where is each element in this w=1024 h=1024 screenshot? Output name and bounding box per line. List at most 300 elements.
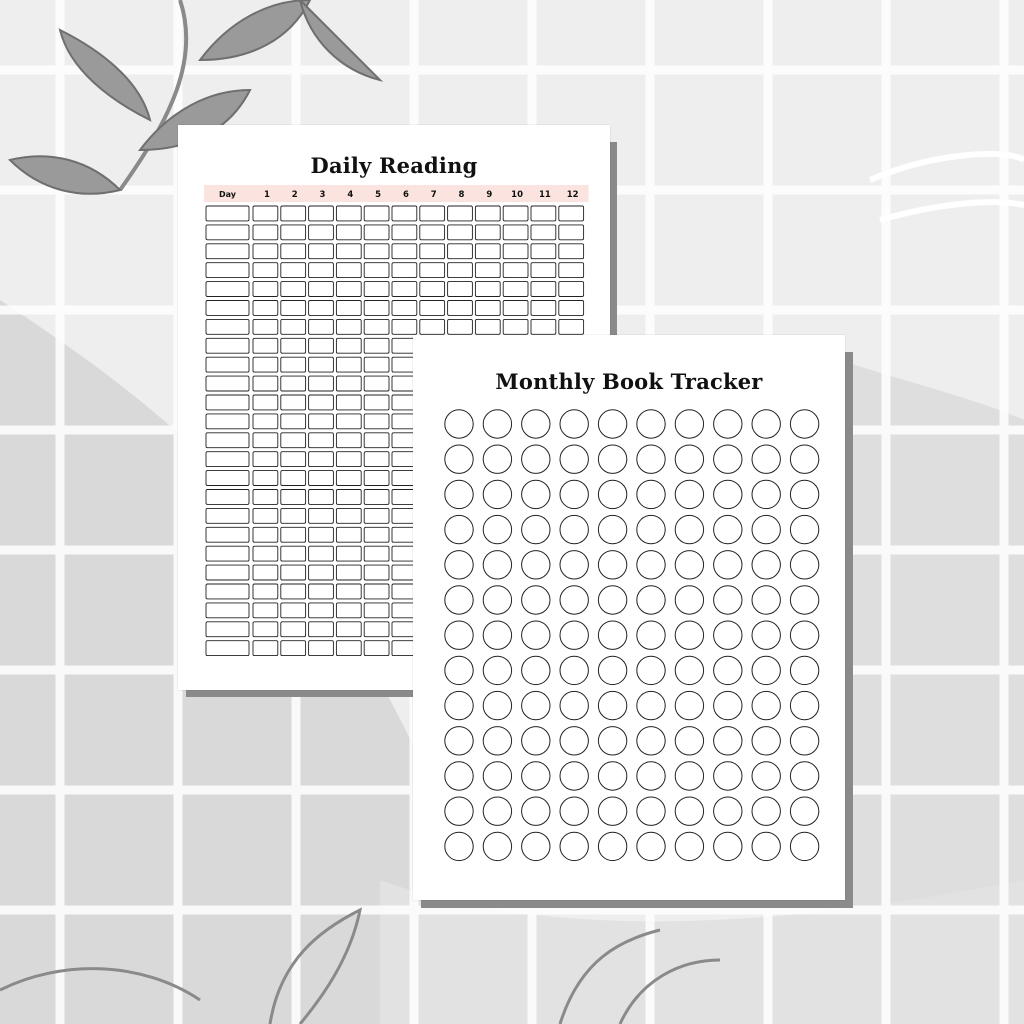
daily-hour-cell[interactable] — [531, 319, 556, 334]
daily-hour-cell[interactable] — [309, 546, 334, 561]
book-tracker-circle[interactable] — [752, 656, 780, 684]
book-tracker-circle[interactable] — [560, 656, 588, 684]
daily-hour-cell[interactable] — [475, 263, 500, 278]
book-tracker-circle[interactable] — [522, 762, 550, 790]
daily-hour-cell[interactable] — [281, 452, 306, 467]
daily-day-cell[interactable] — [206, 319, 249, 334]
book-tracker-circle[interactable] — [752, 727, 780, 755]
daily-hour-cell[interactable] — [253, 546, 278, 561]
book-tracker-circle[interactable] — [445, 515, 473, 543]
daily-hour-cell[interactable] — [364, 263, 389, 278]
book-tracker-circle[interactable] — [445, 586, 473, 614]
daily-hour-cell[interactable] — [503, 301, 528, 316]
daily-hour-cell[interactable] — [253, 527, 278, 542]
daily-hour-cell[interactable] — [336, 376, 361, 391]
daily-day-cell[interactable] — [206, 565, 249, 580]
daily-hour-cell[interactable] — [281, 301, 306, 316]
book-tracker-circle[interactable] — [445, 797, 473, 825]
daily-hour-cell[interactable] — [253, 414, 278, 429]
daily-hour-cell[interactable] — [309, 490, 334, 505]
daily-day-cell[interactable] — [206, 376, 249, 391]
book-tracker-circle[interactable] — [522, 656, 550, 684]
book-tracker-circle[interactable] — [598, 586, 626, 614]
daily-hour-cell[interactable] — [392, 301, 417, 316]
daily-hour-cell[interactable] — [336, 414, 361, 429]
daily-hour-cell[interactable] — [309, 338, 334, 353]
book-tracker-circle[interactable] — [445, 480, 473, 508]
daily-hour-cell[interactable] — [309, 584, 334, 599]
daily-hour-cell[interactable] — [448, 301, 473, 316]
daily-hour-cell[interactable] — [309, 206, 334, 221]
daily-hour-cell[interactable] — [309, 263, 334, 278]
daily-hour-cell[interactable] — [281, 603, 306, 618]
book-tracker-circle[interactable] — [445, 621, 473, 649]
book-tracker-circle[interactable] — [675, 727, 703, 755]
book-tracker-circle[interactable] — [445, 691, 473, 719]
book-tracker-circle[interactable] — [675, 832, 703, 860]
daily-hour-cell[interactable] — [336, 641, 361, 656]
daily-hour-cell[interactable] — [253, 565, 278, 580]
daily-hour-cell[interactable] — [281, 546, 306, 561]
daily-hour-cell[interactable] — [281, 641, 306, 656]
daily-hour-cell[interactable] — [253, 263, 278, 278]
daily-hour-cell[interactable] — [559, 263, 584, 278]
daily-hour-cell[interactable] — [559, 244, 584, 259]
book-tracker-circle[interactable] — [445, 762, 473, 790]
daily-hour-cell[interactable] — [309, 508, 334, 523]
daily-day-cell[interactable] — [206, 206, 249, 221]
book-tracker-circle[interactable] — [675, 797, 703, 825]
book-tracker-circle[interactable] — [522, 727, 550, 755]
daily-hour-cell[interactable] — [253, 584, 278, 599]
book-tracker-circle[interactable] — [637, 797, 665, 825]
book-tracker-circle[interactable] — [522, 515, 550, 543]
book-tracker-circle[interactable] — [483, 551, 511, 579]
book-tracker-circle[interactable] — [637, 621, 665, 649]
daily-hour-cell[interactable] — [364, 471, 389, 486]
daily-hour-cell[interactable] — [281, 376, 306, 391]
daily-hour-cell[interactable] — [336, 452, 361, 467]
daily-day-cell[interactable] — [206, 225, 249, 240]
daily-hour-cell[interactable] — [559, 319, 584, 334]
daily-day-cell[interactable] — [206, 490, 249, 505]
book-tracker-circle[interactable] — [752, 480, 780, 508]
daily-hour-cell[interactable] — [336, 319, 361, 334]
book-tracker-circle[interactable] — [483, 762, 511, 790]
daily-hour-cell[interactable] — [336, 206, 361, 221]
book-tracker-circle[interactable] — [560, 797, 588, 825]
book-tracker-circle[interactable] — [790, 656, 818, 684]
book-tracker-circle[interactable] — [522, 445, 550, 473]
book-tracker-circle[interactable] — [483, 656, 511, 684]
daily-hour-cell[interactable] — [364, 546, 389, 561]
book-tracker-circle[interactable] — [598, 691, 626, 719]
book-tracker-circle[interactable] — [790, 445, 818, 473]
daily-hour-cell[interactable] — [364, 603, 389, 618]
daily-hour-cell[interactable] — [253, 319, 278, 334]
daily-hour-cell[interactable] — [253, 603, 278, 618]
daily-hour-cell[interactable] — [475, 206, 500, 221]
daily-hour-cell[interactable] — [336, 263, 361, 278]
daily-hour-cell[interactable] — [253, 376, 278, 391]
book-tracker-circle[interactable] — [752, 410, 780, 438]
book-tracker-circle[interactable] — [483, 586, 511, 614]
book-tracker-circle[interactable] — [675, 586, 703, 614]
daily-hour-cell[interactable] — [309, 527, 334, 542]
daily-hour-cell[interactable] — [531, 263, 556, 278]
book-tracker-circle[interactable] — [714, 797, 742, 825]
daily-hour-cell[interactable] — [531, 301, 556, 316]
daily-hour-cell[interactable] — [309, 376, 334, 391]
book-tracker-circle[interactable] — [714, 586, 742, 614]
book-tracker-circle[interactable] — [714, 480, 742, 508]
book-tracker-circle[interactable] — [790, 586, 818, 614]
book-tracker-circle[interactable] — [714, 410, 742, 438]
book-tracker-circle[interactable] — [637, 691, 665, 719]
daily-hour-cell[interactable] — [309, 225, 334, 240]
daily-hour-cell[interactable] — [420, 225, 445, 240]
daily-hour-cell[interactable] — [309, 603, 334, 618]
daily-hour-cell[interactable] — [448, 263, 473, 278]
daily-hour-cell[interactable] — [336, 527, 361, 542]
daily-hour-cell[interactable] — [531, 225, 556, 240]
daily-hour-cell[interactable] — [531, 282, 556, 297]
daily-hour-cell[interactable] — [420, 263, 445, 278]
daily-hour-cell[interactable] — [309, 622, 334, 637]
daily-hour-cell[interactable] — [253, 641, 278, 656]
book-tracker-circle[interactable] — [637, 480, 665, 508]
daily-hour-cell[interactable] — [503, 244, 528, 259]
daily-hour-cell[interactable] — [364, 301, 389, 316]
daily-hour-cell[interactable] — [364, 414, 389, 429]
book-tracker-circle[interactable] — [637, 586, 665, 614]
daily-hour-cell[interactable] — [281, 395, 306, 410]
daily-hour-cell[interactable] — [336, 395, 361, 410]
daily-day-cell[interactable] — [206, 471, 249, 486]
book-tracker-circle[interactable] — [637, 515, 665, 543]
book-tracker-circle[interactable] — [598, 480, 626, 508]
book-tracker-circle[interactable] — [752, 586, 780, 614]
book-tracker-circle[interactable] — [675, 480, 703, 508]
book-tracker-circle[interactable] — [790, 762, 818, 790]
daily-hour-cell[interactable] — [364, 376, 389, 391]
daily-hour-cell[interactable] — [448, 225, 473, 240]
daily-hour-cell[interactable] — [364, 282, 389, 297]
daily-hour-cell[interactable] — [336, 225, 361, 240]
daily-hour-cell[interactable] — [309, 395, 334, 410]
book-tracker-circle[interactable] — [714, 551, 742, 579]
daily-hour-cell[interactable] — [281, 584, 306, 599]
daily-hour-cell[interactable] — [281, 225, 306, 240]
daily-hour-cell[interactable] — [448, 206, 473, 221]
book-tracker-circle[interactable] — [598, 832, 626, 860]
daily-hour-cell[interactable] — [531, 206, 556, 221]
book-tracker-circle[interactable] — [752, 832, 780, 860]
book-tracker-circle[interactable] — [752, 551, 780, 579]
daily-hour-cell[interactable] — [281, 508, 306, 523]
book-tracker-circle[interactable] — [790, 727, 818, 755]
book-tracker-circle[interactable] — [522, 691, 550, 719]
daily-hour-cell[interactable] — [336, 357, 361, 372]
daily-hour-cell[interactable] — [281, 527, 306, 542]
daily-hour-cell[interactable] — [559, 225, 584, 240]
book-tracker-circle[interactable] — [445, 551, 473, 579]
daily-hour-cell[interactable] — [309, 452, 334, 467]
book-tracker-circle[interactable] — [560, 445, 588, 473]
daily-hour-cell[interactable] — [253, 508, 278, 523]
daily-hour-cell[interactable] — [281, 206, 306, 221]
book-tracker-circle[interactable] — [637, 551, 665, 579]
daily-day-cell[interactable] — [206, 395, 249, 410]
daily-hour-cell[interactable] — [281, 471, 306, 486]
daily-hour-cell[interactable] — [253, 338, 278, 353]
book-tracker-circle[interactable] — [675, 762, 703, 790]
daily-day-cell[interactable] — [206, 546, 249, 561]
book-tracker-circle[interactable] — [598, 410, 626, 438]
daily-hour-cell[interactable] — [364, 395, 389, 410]
daily-hour-cell[interactable] — [309, 565, 334, 580]
book-tracker-circle[interactable] — [560, 515, 588, 543]
book-tracker-circle[interactable] — [483, 727, 511, 755]
book-tracker-circle[interactable] — [522, 586, 550, 614]
book-tracker-circle[interactable] — [790, 551, 818, 579]
book-tracker-circle[interactable] — [560, 762, 588, 790]
daily-hour-cell[interactable] — [503, 282, 528, 297]
daily-hour-cell[interactable] — [309, 414, 334, 429]
daily-hour-cell[interactable] — [281, 433, 306, 448]
daily-hour-cell[interactable] — [336, 338, 361, 353]
daily-hour-cell[interactable] — [336, 508, 361, 523]
daily-hour-cell[interactable] — [392, 282, 417, 297]
book-tracker-circle[interactable] — [752, 621, 780, 649]
daily-hour-cell[interactable] — [503, 319, 528, 334]
daily-hour-cell[interactable] — [253, 490, 278, 505]
book-tracker-circle[interactable] — [790, 691, 818, 719]
daily-hour-cell[interactable] — [281, 622, 306, 637]
book-tracker-circle[interactable] — [522, 621, 550, 649]
book-tracker-circle[interactable] — [752, 797, 780, 825]
daily-hour-cell[interactable] — [364, 565, 389, 580]
daily-day-cell[interactable] — [206, 338, 249, 353]
book-tracker-circle[interactable] — [483, 797, 511, 825]
book-tracker-circle[interactable] — [483, 832, 511, 860]
daily-hour-cell[interactable] — [253, 433, 278, 448]
daily-hour-cell[interactable] — [309, 641, 334, 656]
daily-hour-cell[interactable] — [503, 206, 528, 221]
daily-hour-cell[interactable] — [559, 206, 584, 221]
daily-hour-cell[interactable] — [364, 622, 389, 637]
daily-hour-cell[interactable] — [336, 301, 361, 316]
daily-hour-cell[interactable] — [281, 319, 306, 334]
daily-hour-cell[interactable] — [364, 584, 389, 599]
daily-hour-cell[interactable] — [420, 301, 445, 316]
daily-hour-cell[interactable] — [475, 244, 500, 259]
daily-hour-cell[interactable] — [420, 206, 445, 221]
daily-hour-cell[interactable] — [281, 565, 306, 580]
daily-hour-cell[interactable] — [336, 584, 361, 599]
book-tracker-circle[interactable] — [522, 797, 550, 825]
book-tracker-circle[interactable] — [445, 445, 473, 473]
book-tracker-circle[interactable] — [445, 832, 473, 860]
book-tracker-circle[interactable] — [483, 410, 511, 438]
daily-hour-cell[interactable] — [336, 490, 361, 505]
daily-day-cell[interactable] — [206, 301, 249, 316]
daily-hour-cell[interactable] — [253, 622, 278, 637]
daily-hour-cell[interactable] — [364, 641, 389, 656]
book-tracker-circle[interactable] — [522, 410, 550, 438]
daily-day-cell[interactable] — [206, 282, 249, 297]
daily-hour-cell[interactable] — [336, 471, 361, 486]
daily-hour-cell[interactable] — [336, 565, 361, 580]
daily-hour-cell[interactable] — [448, 244, 473, 259]
daily-hour-cell[interactable] — [503, 263, 528, 278]
book-tracker-circle[interactable] — [637, 762, 665, 790]
book-tracker-circle[interactable] — [790, 515, 818, 543]
book-tracker-circle[interactable] — [483, 691, 511, 719]
book-tracker-circle[interactable] — [675, 691, 703, 719]
book-tracker-circle[interactable] — [522, 480, 550, 508]
daily-hour-cell[interactable] — [392, 206, 417, 221]
book-tracker-circle[interactable] — [790, 410, 818, 438]
book-tracker-circle[interactable] — [598, 656, 626, 684]
daily-hour-cell[interactable] — [364, 527, 389, 542]
daily-hour-cell[interactable] — [253, 282, 278, 297]
daily-hour-cell[interactable] — [364, 490, 389, 505]
daily-hour-cell[interactable] — [281, 357, 306, 372]
daily-hour-cell[interactable] — [531, 244, 556, 259]
book-tracker-circle[interactable] — [560, 586, 588, 614]
daily-hour-cell[interactable] — [364, 433, 389, 448]
book-tracker-circle[interactable] — [445, 656, 473, 684]
daily-day-cell[interactable] — [206, 641, 249, 656]
book-tracker-circle[interactable] — [714, 656, 742, 684]
book-tracker-circle[interactable] — [598, 621, 626, 649]
book-tracker-circle[interactable] — [790, 797, 818, 825]
daily-hour-cell[interactable] — [309, 301, 334, 316]
daily-hour-cell[interactable] — [253, 244, 278, 259]
book-tracker-circle[interactable] — [637, 727, 665, 755]
book-tracker-circle[interactable] — [560, 621, 588, 649]
book-tracker-circle[interactable] — [714, 727, 742, 755]
book-tracker-circle[interactable] — [752, 691, 780, 719]
daily-hour-cell[interactable] — [309, 357, 334, 372]
daily-hour-cell[interactable] — [253, 206, 278, 221]
daily-hour-cell[interactable] — [392, 225, 417, 240]
book-tracker-circle[interactable] — [637, 656, 665, 684]
daily-hour-cell[interactable] — [448, 319, 473, 334]
book-tracker-circle[interactable] — [445, 727, 473, 755]
book-tracker-circle[interactable] — [675, 410, 703, 438]
daily-hour-cell[interactable] — [336, 603, 361, 618]
daily-hour-cell[interactable] — [559, 282, 584, 297]
book-tracker-circle[interactable] — [560, 480, 588, 508]
daily-hour-cell[interactable] — [309, 433, 334, 448]
daily-hour-cell[interactable] — [364, 452, 389, 467]
book-tracker-circle[interactable] — [675, 515, 703, 543]
daily-day-cell[interactable] — [206, 263, 249, 278]
daily-hour-cell[interactable] — [475, 319, 500, 334]
book-tracker-circle[interactable] — [637, 832, 665, 860]
daily-hour-cell[interactable] — [448, 282, 473, 297]
book-tracker-circle[interactable] — [560, 832, 588, 860]
book-tracker-circle[interactable] — [714, 621, 742, 649]
daily-hour-cell[interactable] — [475, 301, 500, 316]
daily-day-cell[interactable] — [206, 603, 249, 618]
daily-hour-cell[interactable] — [364, 206, 389, 221]
book-tracker-circle[interactable] — [598, 727, 626, 755]
daily-day-cell[interactable] — [206, 584, 249, 599]
daily-hour-cell[interactable] — [281, 414, 306, 429]
daily-hour-cell[interactable] — [253, 357, 278, 372]
daily-day-cell[interactable] — [206, 508, 249, 523]
book-tracker-circle[interactable] — [752, 515, 780, 543]
book-tracker-circle[interactable] — [714, 445, 742, 473]
daily-hour-cell[interactable] — [364, 338, 389, 353]
daily-hour-cell[interactable] — [392, 244, 417, 259]
daily-hour-cell[interactable] — [420, 319, 445, 334]
daily-day-cell[interactable] — [206, 244, 249, 259]
daily-hour-cell[interactable] — [336, 622, 361, 637]
book-tracker-circle[interactable] — [790, 621, 818, 649]
daily-hour-cell[interactable] — [253, 471, 278, 486]
book-tracker-circle[interactable] — [483, 621, 511, 649]
book-tracker-circle[interactable] — [714, 762, 742, 790]
book-tracker-circle[interactable] — [637, 410, 665, 438]
book-tracker-circle[interactable] — [714, 691, 742, 719]
daily-hour-cell[interactable] — [336, 244, 361, 259]
daily-day-cell[interactable] — [206, 357, 249, 372]
book-tracker-circle[interactable] — [522, 551, 550, 579]
book-tracker-circle[interactable] — [790, 480, 818, 508]
book-tracker-circle[interactable] — [560, 727, 588, 755]
daily-hour-cell[interactable] — [253, 395, 278, 410]
book-tracker-circle[interactable] — [675, 551, 703, 579]
daily-hour-cell[interactable] — [281, 490, 306, 505]
daily-hour-cell[interactable] — [253, 225, 278, 240]
daily-day-cell[interactable] — [206, 414, 249, 429]
book-tracker-circle[interactable] — [598, 797, 626, 825]
daily-hour-cell[interactable] — [281, 338, 306, 353]
book-tracker-circle[interactable] — [598, 515, 626, 543]
book-tracker-circle[interactable] — [598, 551, 626, 579]
book-tracker-circle[interactable] — [752, 762, 780, 790]
book-tracker-circle[interactable] — [675, 445, 703, 473]
daily-hour-cell[interactable] — [559, 301, 584, 316]
book-tracker-circle[interactable] — [598, 762, 626, 790]
daily-hour-cell[interactable] — [336, 433, 361, 448]
book-tracker-circle[interactable] — [560, 551, 588, 579]
book-tracker-circle[interactable] — [675, 621, 703, 649]
book-tracker-circle[interactable] — [714, 832, 742, 860]
daily-hour-cell[interactable] — [392, 319, 417, 334]
daily-day-cell[interactable] — [206, 527, 249, 542]
daily-hour-cell[interactable] — [364, 225, 389, 240]
book-tracker-circle[interactable] — [483, 480, 511, 508]
daily-hour-cell[interactable] — [253, 452, 278, 467]
book-tracker-circle[interactable] — [560, 410, 588, 438]
book-tracker-circle[interactable] — [522, 832, 550, 860]
daily-hour-cell[interactable] — [253, 301, 278, 316]
daily-hour-cell[interactable] — [420, 282, 445, 297]
book-tracker-circle[interactable] — [790, 832, 818, 860]
book-tracker-circle[interactable] — [714, 515, 742, 543]
daily-hour-cell[interactable] — [309, 282, 334, 297]
daily-hour-cell[interactable] — [392, 263, 417, 278]
daily-hour-cell[interactable] — [475, 282, 500, 297]
daily-hour-cell[interactable] — [364, 319, 389, 334]
book-tracker-circle[interactable] — [752, 445, 780, 473]
book-tracker-circle[interactable] — [560, 691, 588, 719]
